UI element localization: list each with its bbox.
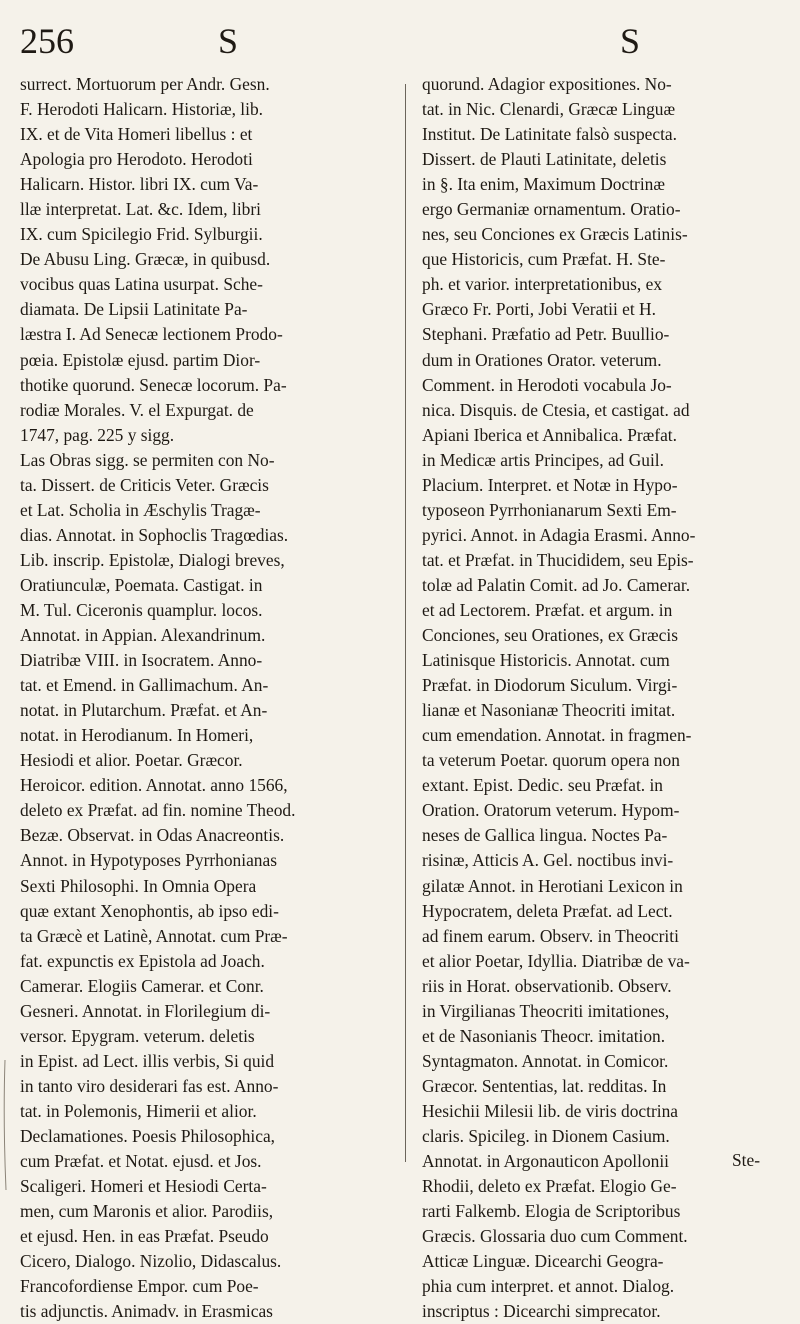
text-line: Sexti Philosophi. In Omnia Opera bbox=[20, 875, 257, 896]
text-line: Camerar. Elogiis Camerar. et Conr. bbox=[20, 975, 264, 996]
text-line: Cicero, Dialogo. Nizolio, Didascalus. bbox=[20, 1251, 282, 1272]
text-line: Las Obras sigg. se permiten con No- bbox=[20, 449, 275, 470]
text-line: riis in Horat. observationib. Observ. bbox=[422, 975, 672, 996]
text-line: Græcis. Glossaria duo cum Comment. bbox=[422, 1226, 688, 1247]
text-line: gilatæ Annot. in Herotiani Lexicon in bbox=[422, 875, 683, 896]
text-line: et alior Poetar, Idyllia. Diatribæ de va- bbox=[422, 950, 690, 971]
text-line: cum emendation. Annotat. in fragmen- bbox=[422, 725, 692, 746]
text-line: pyrici. Annot. in Adagia Erasmi. Anno- bbox=[422, 524, 696, 545]
text-line: ph. et varior. interpretationibus, ex bbox=[422, 274, 663, 295]
text-line: tolæ ad Palatin Comit. ad Jo. Camerar. bbox=[422, 574, 691, 595]
text-line: ta Græcè et Latinè, Annotat. cum Præ- bbox=[20, 925, 288, 946]
text-line: Comment. in Herodoti vocabula Jo- bbox=[422, 374, 672, 395]
catchword: Ste- bbox=[732, 1150, 761, 1170]
text-line: quorund. Adagior expositiones. No- bbox=[422, 74, 672, 94]
text-line: Bezæ. Observat. in Odas Anacreontis. bbox=[20, 825, 285, 846]
text-line: tat. in Polemonis, Himerii et alior. bbox=[20, 1100, 257, 1121]
text-line: M. Tul. Ciceronis quamplur. locos. bbox=[20, 599, 263, 620]
text-line: 1747, pag. 225 y sigg. bbox=[20, 424, 175, 445]
text-line: in Virgilianas Theocriti imitationes, bbox=[422, 1000, 670, 1021]
text-line: deleto ex Præfat. ad fin. nomine Theod. bbox=[20, 800, 296, 821]
text-line: Annotat. in Argonauticon Apollonii bbox=[422, 1151, 670, 1172]
text-line: typoseon Pyrrhonianarum Sexti Em- bbox=[422, 499, 677, 520]
text-line: fat. expunctis ex Epistola ad Joach. bbox=[20, 950, 265, 971]
text-line: rarti Falkemb. Elogia de Scriptoribus bbox=[422, 1201, 681, 1222]
text-line: Græcor. Sententias, lat. redditas. In bbox=[422, 1075, 667, 1096]
text-line: in Epist. ad Lect. illis verbis, Si quid bbox=[20, 1050, 275, 1071]
text-line: Hesiodi et alior. Poetar. Græcor. bbox=[20, 750, 243, 771]
text-line: IX. et de Vita Homeri libellus : et bbox=[20, 124, 253, 145]
text-line: vocibus quas Latina usurpat. Sche- bbox=[20, 274, 263, 295]
running-header bbox=[0, 14, 800, 66]
text-line: surrect. Mortuorum per Andr. Gesn. bbox=[20, 74, 270, 94]
text-line: tat. et Præfat. in Thucididem, seu Epis- bbox=[422, 549, 694, 570]
text-line: Atticæ Linguæ. Dicearchi Geogra- bbox=[422, 1251, 664, 1272]
text-line: phia cum interpret. et annot. Dialog. bbox=[422, 1276, 675, 1297]
text-line: llæ interpretat. Lat. &c. Idem, libri bbox=[20, 199, 261, 220]
text-line: Gesneri. Annotat. in Florilegium di- bbox=[20, 1000, 271, 1021]
text-line: lianæ et Nasonianæ Theocriti imitat. bbox=[422, 700, 676, 721]
text-line: Diatribæ VIII. in Isocratem. Anno- bbox=[20, 650, 263, 671]
text-line: Stephani. Præfatio ad Petr. Buullio- bbox=[422, 324, 670, 345]
text-line: in tanto viro desiderari fas est. Anno- bbox=[20, 1075, 279, 1096]
text-line: Lib. inscrip. Epistolæ, Dialogi breves, bbox=[20, 549, 285, 570]
text-line: De Abusu Ling. Græcæ, in quibusd. bbox=[20, 249, 271, 270]
text-line: rodiæ Morales. V. el Expurgat. de bbox=[20, 399, 254, 420]
text-line: Heroicor. edition. Annotat. anno 1566, bbox=[20, 775, 288, 796]
text-line: Scaligeri. Homeri et Hesiodi Certa- bbox=[20, 1176, 267, 1197]
text-line: Oratiunculæ, Poemata. Castigat. in bbox=[20, 574, 263, 595]
text-line: nes, seu Conciones ex Græcis Latinis- bbox=[422, 224, 688, 245]
text-line: risinæ, Atticis A. Gel. noctibus invi- bbox=[422, 850, 674, 871]
text-line: læstra I. Ad Senecæ lectionem Prodo- bbox=[20, 324, 283, 345]
text-line: tat. in Nic. Clenardi, Græcæ Linguæ bbox=[422, 99, 676, 120]
text-line: diamata. De Lipsii Latinitate Pa- bbox=[20, 299, 248, 320]
text-line: in §. Ita enim, Maximum Doctrinæ bbox=[422, 174, 665, 195]
text-line: Latinisque Historicis. Annotat. cum bbox=[422, 650, 670, 671]
text-line: Præfat. in Diodorum Siculum. Virgi- bbox=[422, 675, 678, 696]
text-line: men, cum Maronis et alior. Parodiis, bbox=[20, 1201, 274, 1222]
text-line: tat. et Emend. in Gallimachum. An- bbox=[20, 675, 269, 696]
text-line: dum in Orationes Orator. veterum. bbox=[422, 349, 662, 370]
text-line: cum Præfat. et Notat. ejusd. et Jos. bbox=[20, 1151, 262, 1172]
page-number: 256 bbox=[20, 21, 74, 61]
right-column-head-letter: S bbox=[620, 21, 641, 61]
text-line: inscriptus : Dicearchi simprecator. bbox=[422, 1301, 661, 1322]
text-line: ad finem earum. Observ. in Theocriti bbox=[422, 925, 679, 946]
text-line: Græco Fr. Porti, Jobi Veratii et H. bbox=[422, 299, 656, 320]
text-line: Hypocratem, deleta Præfat. ad Lect. bbox=[422, 900, 673, 921]
text-line: Francofordiense Empor. cum Poe- bbox=[20, 1276, 259, 1297]
text-line: Hesichii Milesii lib. de viris doctrina bbox=[422, 1100, 678, 1121]
text-line: extant. Epist. Dedic. seu Præfat. in bbox=[422, 775, 664, 796]
text-line: que Historicis, cum Præfat. H. Ste- bbox=[422, 249, 666, 270]
text-line: Rhodii, deleto ex Præfat. Elogio Ge- bbox=[422, 1176, 677, 1197]
left-column bbox=[20, 72, 393, 1322]
text-line: Dissert. de Plauti Latinitate, deletis bbox=[422, 149, 667, 170]
text-line: nica. Disquis. de Ctesia, et castigat. ad bbox=[422, 399, 690, 420]
text-line: Apiani Iberica et Annibalica. Præfat. bbox=[422, 424, 677, 445]
text-line: quæ extant Xenophontis, ab ipso edi- bbox=[20, 900, 279, 921]
text-line: ta veterum Poetar. quorum opera non bbox=[422, 750, 680, 771]
text-line: pœia. Epistolæ ejusd. partim Dior- bbox=[20, 349, 261, 370]
text-line: F. Herodoti Halicarn. Historiæ, lib. bbox=[20, 99, 264, 120]
text-line: Syntagmaton. Annotat. in Comicor. bbox=[422, 1050, 669, 1071]
text-line: ergo Germaniæ ornamentum. Oratio- bbox=[422, 199, 681, 220]
text-line: notat. in Herodianum. In Homeri, bbox=[20, 725, 254, 746]
text-line: claris. Spicileg. in Dionem Casium. bbox=[422, 1125, 670, 1146]
text-line: Oration. Oratorum veterum. Hypom- bbox=[422, 800, 680, 821]
text-line: et Lat. Scholia in Æschylis Tragæ- bbox=[20, 499, 261, 520]
text-line: Halicarn. Histor. libri IX. cum Va- bbox=[20, 174, 259, 195]
text-line: et de Nasonianis Theocr. imitation. bbox=[422, 1025, 666, 1046]
text-line: dias. Annotat. in Sophoclis Tragœdias. bbox=[20, 524, 289, 545]
text-line: ta. Dissert. de Criticis Veter. Græcis bbox=[20, 474, 269, 495]
text-line: Conciones, seu Orationes, ex Græcis bbox=[422, 625, 678, 646]
text-line: Institut. De Latinitate falsò suspecta. bbox=[422, 124, 677, 145]
text-line: et ad Lectorem. Præfat. et argum. in bbox=[422, 599, 673, 620]
text-line: notat. in Plutarchum. Præfat. et An- bbox=[20, 700, 268, 721]
text-line: neses de Gallica lingua. Noctes Pa- bbox=[422, 825, 668, 846]
text-line: Apologia pro Herodoto. Herodoti bbox=[20, 149, 253, 170]
right-column bbox=[422, 72, 788, 1322]
left-column-head-letter: S bbox=[218, 21, 239, 61]
text-line: IX. cum Spicilegio Frid. Sylburgii. bbox=[20, 224, 263, 245]
text-line: tis adjunctis. Animadv. in Erasmicas bbox=[20, 1301, 273, 1322]
text-line: Annotat. in Appian. Alexandrinum. bbox=[20, 625, 266, 646]
text-line: in Medicæ artis Principes, ad Guil. bbox=[422, 449, 664, 470]
text-line: thotike quorund. Senecæ locorum. Pa- bbox=[20, 374, 287, 395]
column-divider bbox=[405, 84, 406, 1162]
text-line: Declamationes. Poesis Philosophica, bbox=[20, 1125, 276, 1146]
text-line: Placium. Interpret. et Notæ in Hypo- bbox=[422, 474, 678, 495]
text-line: Annot. in Hypotyposes Pyrrhonianas bbox=[20, 850, 277, 871]
text-line: et ejusd. Hen. in eas Præfat. Pseudo bbox=[20, 1226, 269, 1247]
text-line: versor. Epygram. veterum. deletis bbox=[20, 1025, 255, 1046]
